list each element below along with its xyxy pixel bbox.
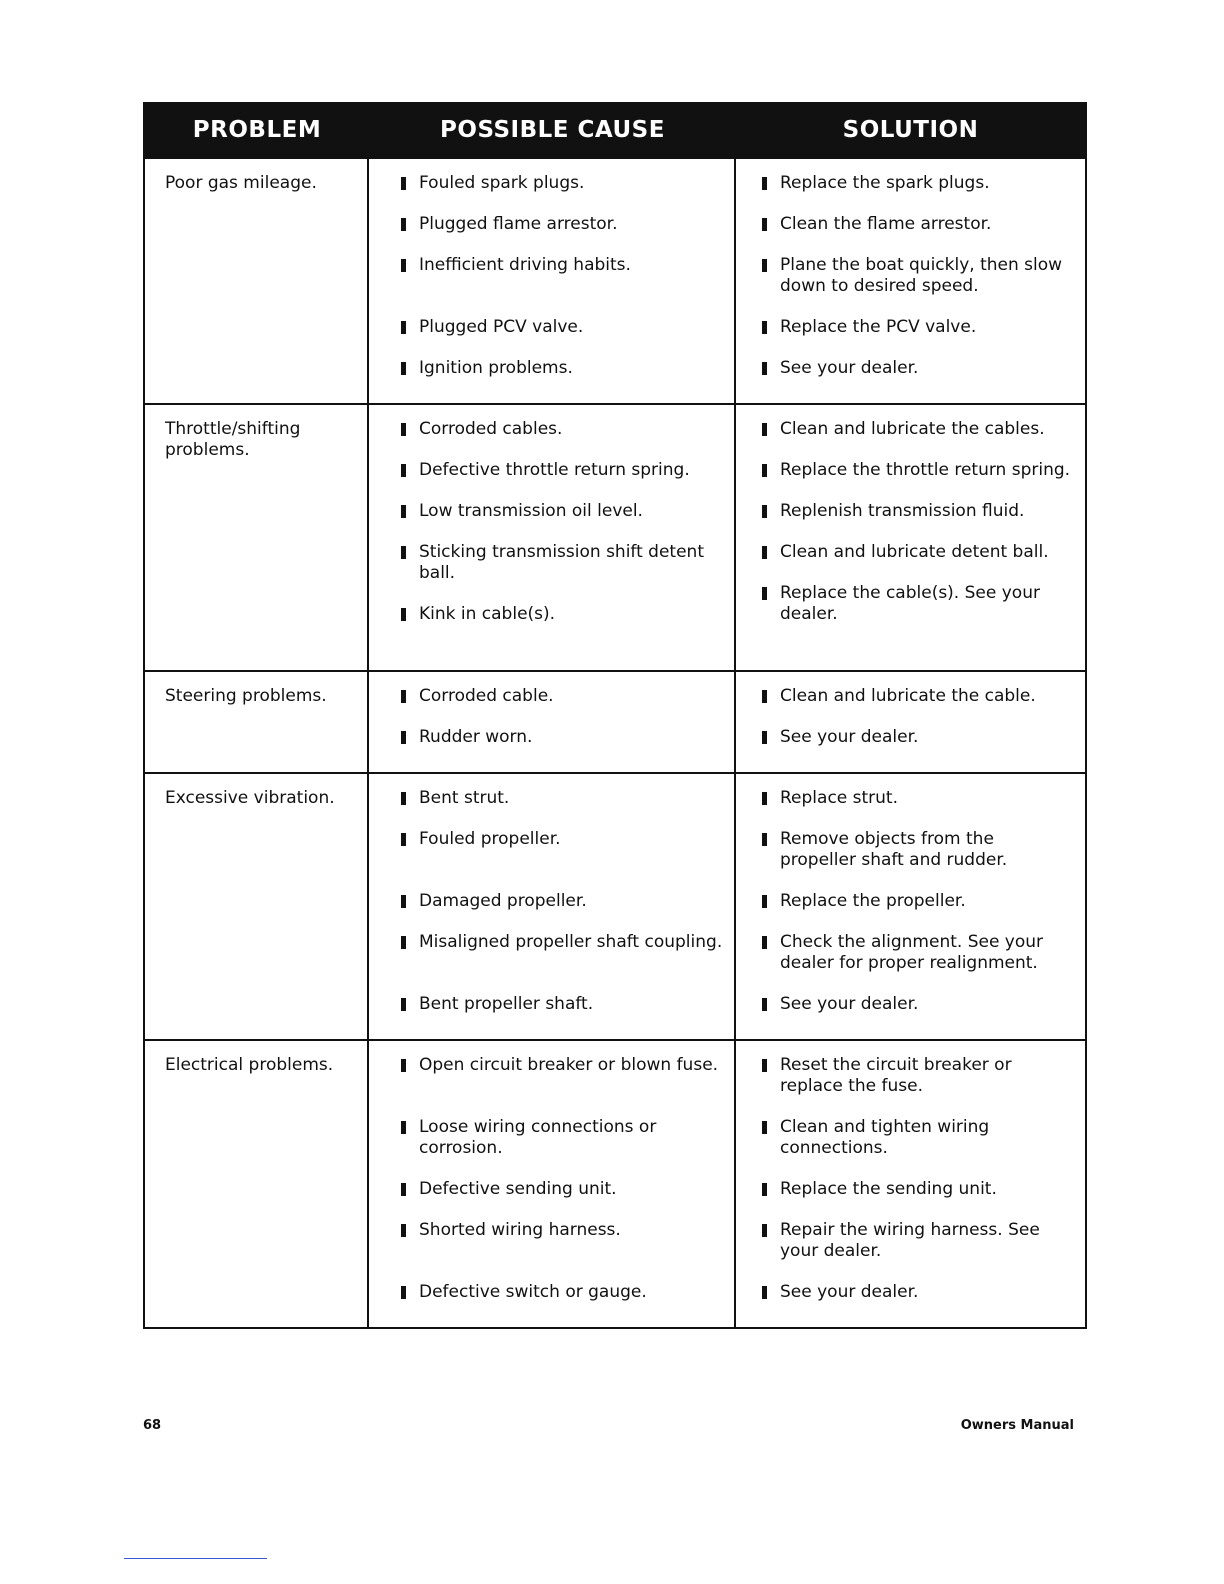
cause-item: Misaligned propeller shaft coupling. <box>400 932 726 974</box>
bullet-icon <box>401 1224 406 1237</box>
bullet-icon <box>401 1183 406 1196</box>
header-problem: PROBLEM <box>192 116 322 143</box>
footer-title: Owners Manual <box>960 1418 1074 1433</box>
bullet-icon <box>762 218 767 231</box>
solution-item: Replace the throttle return spring. <box>761 460 1073 481</box>
divider <box>124 1558 267 1559</box>
cause-cell <box>369 1041 736 1327</box>
cause-item: Bent propeller shaft. <box>400 994 726 1015</box>
cause-item: Defective throttle return spring. <box>400 460 726 481</box>
cause-item: Fouled spark plugs. <box>400 173 726 194</box>
cause-cell <box>369 672 736 772</box>
bullet-icon <box>401 321 406 334</box>
table-row <box>145 670 1085 772</box>
cause-item: Loose wiring connections or corrosion. <box>400 1117 726 1159</box>
solution-item: Clean and lubricate the cable. <box>761 686 1073 707</box>
solution-cell <box>736 774 1085 1039</box>
bullet-icon <box>762 895 767 908</box>
table-row <box>145 157 1085 403</box>
problem-cell: Electrical problems. <box>145 1041 369 1327</box>
bullet-icon <box>762 546 767 559</box>
bullet-icon <box>401 546 406 559</box>
cause-item: Plugged PCV valve. <box>400 317 726 338</box>
cause-item: Ignition problems. <box>400 358 726 379</box>
bullet-icon <box>762 1059 767 1072</box>
cause-item: Shorted wiring harness. <box>400 1220 726 1262</box>
cause-item: Defective sending unit. <box>400 1179 726 1200</box>
solution-item: Replace the propeller. <box>761 891 1073 912</box>
header-possible-cause: POSSIBLE CAUSE <box>440 116 665 143</box>
bullet-icon <box>762 1286 767 1299</box>
cause-item: Plugged flame arrestor. <box>400 214 726 235</box>
table-row <box>145 403 1085 670</box>
solution-item: Clean the flame arrestor. <box>761 214 1073 235</box>
troubleshooting-table <box>143 102 1087 1329</box>
solution-item: Replace the cable(s). See your dealer. <box>761 583 1073 625</box>
cause-item: Open circuit breaker or blown fuse. <box>400 1055 726 1097</box>
bullet-icon <box>762 423 767 436</box>
bullet-icon <box>401 936 406 949</box>
solution-item: Replace the PCV valve. <box>761 317 1073 338</box>
bullet-icon <box>762 1183 767 1196</box>
bullet-icon <box>401 423 406 436</box>
cause-cell <box>369 405 736 670</box>
bullet-icon <box>762 936 767 949</box>
cause-item: Rudder worn. <box>400 727 726 748</box>
bullet-icon <box>401 505 406 518</box>
bullet-icon <box>401 895 406 908</box>
bullet-icon <box>762 464 767 477</box>
cause-item: Bent strut. <box>400 788 726 809</box>
solution-cell <box>736 672 1085 772</box>
table-header <box>145 102 1085 157</box>
bullet-icon <box>762 321 767 334</box>
cause-item: Inefficient driving habits. <box>400 255 726 297</box>
bullet-icon <box>762 505 767 518</box>
solution-item: Plane the boat quickly, then slow down to desired speed. <box>761 255 1073 297</box>
solution-cell <box>736 159 1085 403</box>
bullet-icon <box>762 792 767 805</box>
solution-item: Replace the spark plugs. <box>761 173 1073 194</box>
header-solution: SOLUTION <box>842 116 979 143</box>
cause-item: Defective switch or gauge. <box>400 1282 726 1303</box>
solution-cell <box>736 405 1085 670</box>
solution-item: Reset the circuit breaker or replace the fuse. <box>761 1055 1073 1097</box>
solution-item: Clean and lubricate the cables. <box>761 419 1073 440</box>
solution-item: See your dealer. <box>761 358 1073 379</box>
cause-item: Corroded cables. <box>400 419 726 440</box>
bullet-icon <box>401 690 406 703</box>
cause-item: Corroded cable. <box>400 686 726 707</box>
bullet-icon <box>762 362 767 375</box>
bullet-icon <box>762 1224 767 1237</box>
cause-cell <box>369 159 736 403</box>
bullet-icon <box>762 1121 767 1134</box>
solution-item: Remove objects from the propeller shaft and rudder. <box>761 829 1073 871</box>
bullet-icon <box>401 833 406 846</box>
cause-item: Fouled propeller. <box>400 829 726 871</box>
bullet-icon <box>401 218 406 231</box>
solution-item: See your dealer. <box>761 727 1073 748</box>
problem-cell: Excessive vibration. <box>145 774 369 1039</box>
solution-item: Replace the sending unit. <box>761 1179 1073 1200</box>
cause-item: Damaged propeller. <box>400 891 726 912</box>
bullet-icon <box>401 1121 406 1134</box>
solution-item: Clean and tighten wiring connections. <box>761 1117 1073 1159</box>
cause-cell <box>369 774 736 1039</box>
problem-cell: Poor gas mileage. <box>145 159 369 403</box>
solution-item: Replace strut. <box>761 788 1073 809</box>
cause-item: Sticking transmission shift detent ball. <box>400 542 726 584</box>
bullet-icon <box>762 690 767 703</box>
bullet-icon <box>401 1059 406 1072</box>
cause-item: Low transmission oil level. <box>400 501 726 522</box>
bullet-icon <box>401 259 406 272</box>
page-number: 68 <box>143 1418 162 1433</box>
cause-item: Kink in cable(s). <box>400 604 726 646</box>
bullet-icon <box>762 998 767 1011</box>
table-row <box>145 1039 1085 1327</box>
solution-item: Check the alignment. See your dealer for proper realignment. <box>761 932 1073 974</box>
solution-item: See your dealer. <box>761 994 1073 1015</box>
bullet-icon <box>401 998 406 1011</box>
bullet-icon <box>762 177 767 190</box>
bullet-icon <box>762 833 767 846</box>
bullet-icon <box>401 464 406 477</box>
solution-cell <box>736 1041 1085 1327</box>
bullet-icon <box>762 259 767 272</box>
problem-cell: Throttle/shifting problems. <box>145 405 369 670</box>
bullet-icon <box>401 1286 406 1299</box>
bullet-icon <box>762 587 767 600</box>
solution-item: See your dealer. <box>761 1282 1073 1303</box>
solution-item: Repair the wiring harness. See your dealer. <box>761 1220 1073 1262</box>
bullet-icon <box>401 608 406 621</box>
problem-cell: Steering problems. <box>145 672 369 772</box>
table-row <box>145 772 1085 1039</box>
bullet-icon <box>762 731 767 744</box>
bullet-icon <box>401 731 406 744</box>
bullet-icon <box>401 792 406 805</box>
solution-item: Clean and lubricate detent ball. <box>761 542 1073 563</box>
bullet-icon <box>401 177 406 190</box>
solution-item: Replenish transmission fluid. <box>761 501 1073 522</box>
bullet-icon <box>401 362 406 375</box>
